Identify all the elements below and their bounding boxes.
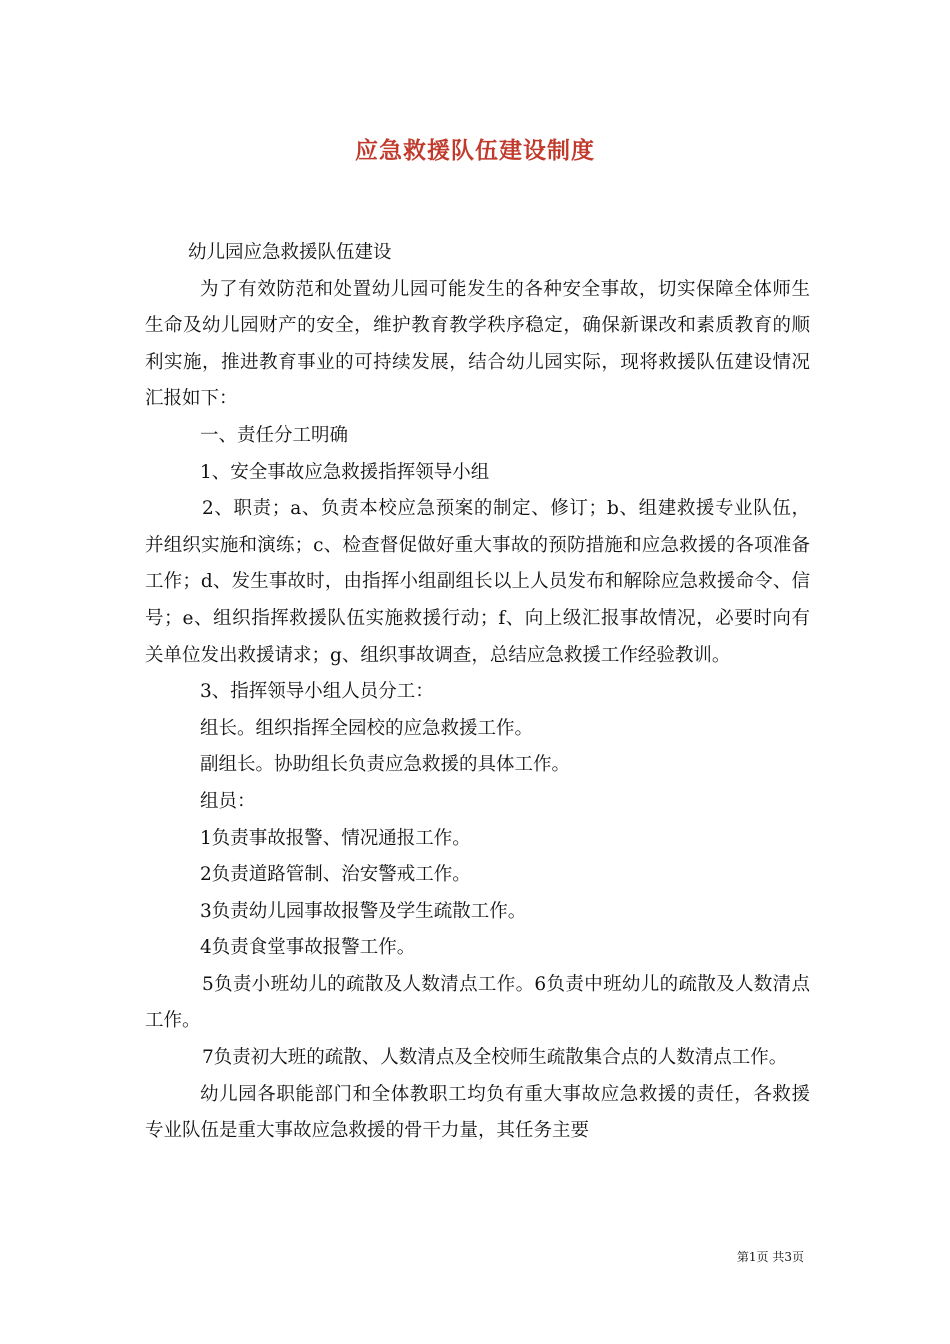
document-title: 应急救援队伍建设制度 (355, 137, 595, 164)
section-subtitle: 幼儿园应急救援队伍建设 (188, 242, 392, 263)
paragraph-responsibility: 幼儿园各职能部门和全体教职工均负有重大事故应急救援的责任，各救援专业队伍是重大事故应急救援的骨干力量，其任务主要 (145, 1083, 810, 1142)
paragraph-member-2: 2负责道路管制、治安警戒工作。 (200, 864, 471, 886)
paragraph-intro: 为了有效防范和处置幼儿园可能发生的各种安全事故，切实保障全体师生生命及幼儿园财产的安全，维护教育教学秩序稳定，确保新课改和素质教育的顺利实施，推进教育事业的可持续发展，结合幼儿园实际，现将救援队伍建设情况汇报如下： (145, 278, 810, 410)
paragraph-members: 组员： (200, 790, 256, 812)
paragraph-member-4: 4负责食堂事故报警工作。 (200, 937, 416, 959)
paragraph-deputy: 副组长。协助组长负责应急救援的具体工作。 (200, 754, 571, 776)
paragraph-duties: 2、职责；a、负责本校应急预案的制定、修订；b、组建救援专业队伍，并组织实施和演练；c、检查督促做好重大事故的预防措施和应急救援的各项准备工作；d、发生事故时，由指挥小组副组长以上人员发布和解除应急救援命令、信号；e、组织指挥救援队伍实施救援行动；f、向上级汇报事故情况，必要时向有关单位发出救援请求；g、组织事故调查，总结应急救援工作经验教训。 (145, 498, 810, 666)
page-number: 第1页 共3页 (736, 1250, 804, 1264)
paragraph-member-7: 7负责初大班的疏散、人数清点及全校师生疏散集合点的人数清点工作。 (202, 1047, 788, 1069)
paragraph-member-1: 1负责事故报警、情况通报工作。 (200, 827, 471, 849)
paragraph-member-3: 3负责幼儿园事故报警及学生疏散工作。 (200, 900, 527, 922)
paragraph-leader: 组长。组织指挥全园校的应急救援工作。 (200, 717, 534, 739)
paragraph-item-3: 3、指挥领导小组人员分工： (200, 681, 434, 703)
document-body (145, 235, 810, 1150)
paragraph-item-1: 1、安全事故应急救援指挥领导小组 (200, 461, 490, 483)
paragraph-heading-1: 一、责任分工明确 (200, 424, 349, 446)
paragraph-member-5-6: 5负责小班幼儿的疏散及人数清点工作。6负责中班幼儿的疏散及人数清点工作。 (145, 973, 810, 1032)
